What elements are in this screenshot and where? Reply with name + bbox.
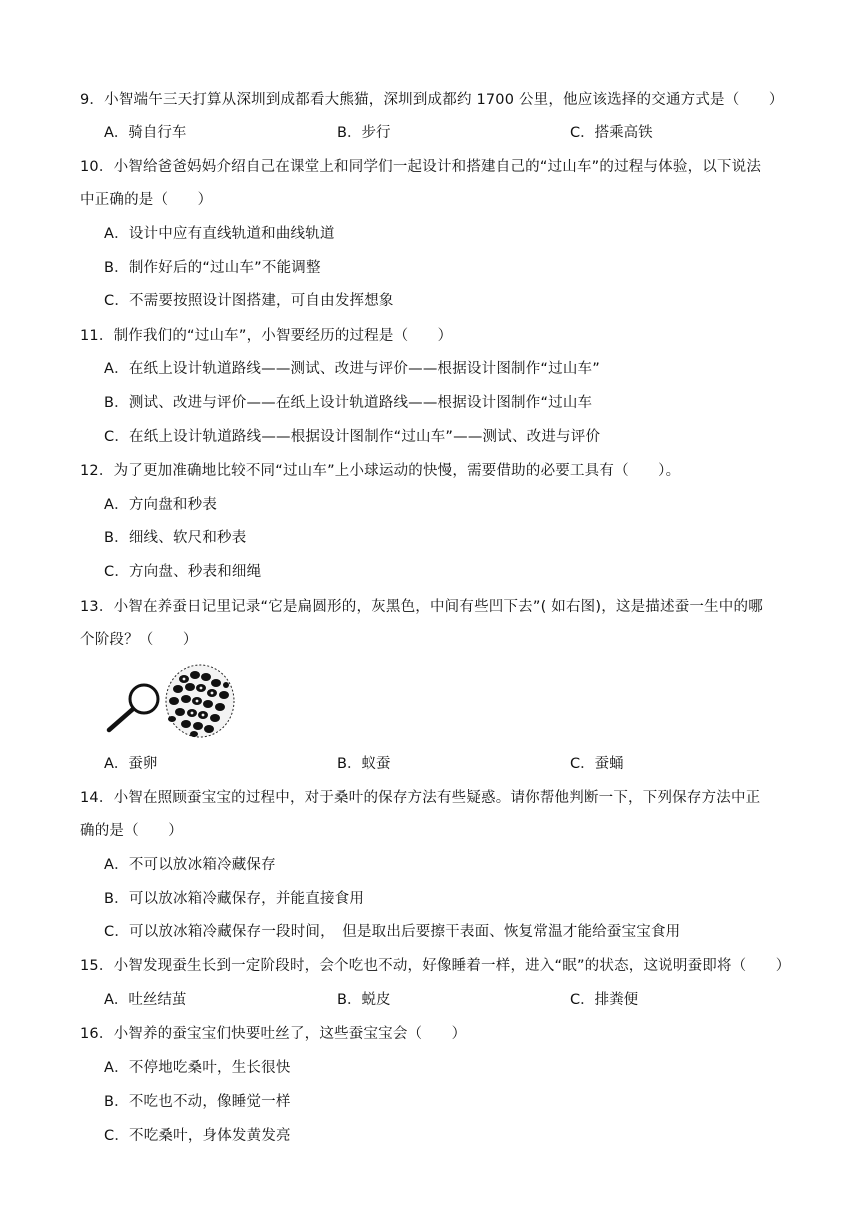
option-c: C．方向盘、秒表和细绳	[104, 564, 262, 580]
option-a: A．不可以放冰箱冷藏保存	[104, 857, 276, 873]
question-text: 为了更加准确地比较不同“过山车”上小球运动的快慢，需要借助的必要工具有（ ）。	[113, 463, 681, 479]
question-10-stem-cont: 中正确的是（ ）	[80, 192, 213, 208]
question-text: 小智在养蚕日记里记录“它是扁圆形的，灰黑色，中间有些凹下去”( 如右图)，这是描述蚕一生中的哪	[113, 599, 763, 615]
option-b: B．不吃也不动，像睡觉一样	[104, 1094, 291, 1110]
option-a: A．不停地吃桑叶，生长很快	[104, 1060, 291, 1076]
question-16-stem	[80, 1024, 466, 1044]
option-b: B．细线、软尺和秒表	[104, 530, 247, 546]
question-11-stem	[80, 326, 452, 346]
question-text: 小智给爸爸妈妈介绍自己在课堂上和同学们一起设计和搭建自己的“过山车”的过程与体验，以下说法	[113, 159, 762, 175]
question-9-stem	[80, 90, 784, 110]
option-c: C．可以放冰箱冷藏保存一段时间， 但是取出后要擦干表面、恢复常温才能给蚕宝宝食用	[104, 924, 681, 940]
question-15-stem	[80, 956, 790, 976]
option-c: C．蚕蛹	[570, 756, 624, 772]
option-b: B．测试、改进与评价——在纸上设计轨道路线——根据设计图制作“过山车	[104, 395, 593, 411]
option-b: B．可以放冰箱冷藏保存，并能直接食用	[104, 891, 365, 907]
question-9-options	[0, 123, 860, 143]
question-number: 9．	[80, 92, 105, 108]
question-14-stem	[80, 788, 760, 808]
question-text: 小智在照顾蚕宝宝的过程中，对于桑叶的保存方法有些疑惑。请你帮他判断一下，下列保存方法中正	[113, 790, 761, 806]
question-number: 16．	[80, 1026, 114, 1042]
question-text: 制作我们的“过山车”，小智要经历的过程是（ ）	[113, 328, 453, 344]
question-13-options	[0, 754, 860, 774]
option-b: B．蚁蚕	[337, 756, 391, 772]
option-b: B．步行	[337, 125, 391, 141]
magnifier-silkworm-eggs-icon	[100, 663, 240, 743]
option-a: A．蚕卵	[104, 756, 158, 772]
question-13-stem-cont: 个阶段？（ ）	[80, 632, 198, 648]
question-number: 12．	[80, 463, 114, 479]
option-a: A．方向盘和秒表	[104, 497, 218, 513]
option-c: C．搭乘高铁	[570, 125, 653, 141]
option-a: A．骑自行车	[104, 125, 187, 141]
question-text: 小智发现蚕生长到一定阶段时，会个吃也不动，好像睡着一样，进入“眠”的状态，这说明蚕即将（ ）	[113, 958, 791, 974]
question-12-stem	[80, 461, 680, 481]
question-number: 10．	[80, 159, 114, 175]
option-a: A．设计中应有直线轨道和曲线轨道	[104, 226, 335, 242]
option-b: B．制作好后的“过山车”不能调整	[104, 260, 321, 276]
question-14-stem-cont: 确的是（ ）	[80, 823, 183, 839]
question-13-stem	[80, 597, 763, 617]
question-15-options	[0, 990, 860, 1010]
question-text: 小智端午三天打算从深圳到成都看大熊猫，深圳到成都约 1700 公里，他应该选择的交通方式是（ ）	[104, 92, 784, 108]
option-a: A．在纸上设计轨道路线——测试、改进与评价——根据设计图制作“过山车”	[104, 361, 600, 377]
question-text: 小智养的蚕宝宝们快要吐丝了，这些蚕宝宝会（ ）	[113, 1026, 467, 1042]
option-c: C．不需要按照设计图搭建，可自由发挥想象	[104, 293, 394, 309]
option-b: B．蜕皮	[337, 992, 391, 1008]
option-a: A．吐丝结茧	[104, 992, 187, 1008]
option-c: C．排粪便	[570, 992, 639, 1008]
question-number: 15．	[80, 958, 114, 974]
question-10-stem	[80, 157, 761, 177]
question-number: 13．	[80, 599, 114, 615]
question-number: 11．	[80, 328, 114, 344]
question-number: 14．	[80, 790, 114, 806]
option-c: C．在纸上设计轨道路线——根据设计图制作“过山车”——测试、改进与评价	[104, 429, 601, 445]
option-c: C．不吃桑叶，身体发黄发亮	[104, 1128, 291, 1144]
